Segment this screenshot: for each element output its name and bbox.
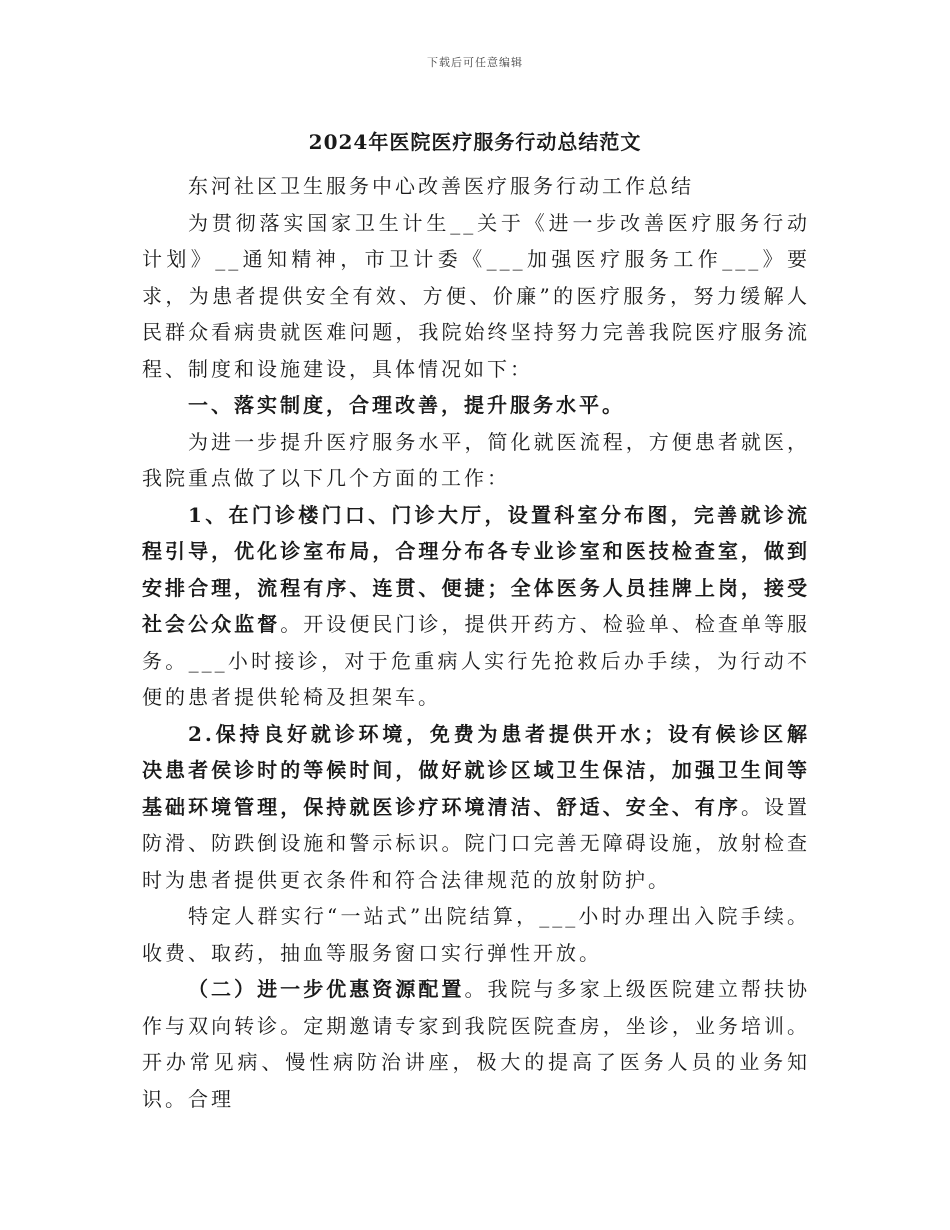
item-2-bold-text: 2.保持良好就诊环境，免费为患者提供开水；设有候诊区解决患者侯诊时的等候时间，做好就诊区域卫生保洁，加强卫生间等基础环境管理，保持就医诊疗环境清洁、舒适、安全、有序 xyxy=(142,721,810,819)
paragraph-overview: 为进一步提升医疗服务水平，简化就医流程，方便患者就医，我院重点做了以下几个方面的工作： xyxy=(142,429,810,490)
header-note: 下载后可任意编辑 xyxy=(427,56,523,69)
section-heading: 一、落实制度，合理改善，提升服务水平。 xyxy=(188,393,625,417)
item-1-bold-text: 1、在门诊楼门口、门诊大厅，设置科室分布图，完善就诊流程引导，优化诊室布局，合理分布各专业诊室和医技检查室，做到安排合理，流程有序、连贯、便捷；全体医务人员挂牌上岗，接受社会公众监督 xyxy=(142,502,810,636)
item-1-text: 。开设便民门诊，提供开药方、检验单、检查单等服务。___小时接诊，对于危重病人实行先抢救后办手续，为行动不便的患者提供轮椅及担架车。 xyxy=(142,612,811,709)
section-2-text: 。我院与多家上级医院建立帮扶协作与双向转诊。定期邀请专家到我院医院查房，坐诊，业务培训。开办常见病、慢性病防治讲座，极大的提高了医务人员的业务知识。合理 xyxy=(142,977,811,1111)
item-2-text: 。设置防滑、防跌倒设施和警示标识。院门口完善无障碍设施，放射检查时为患者提供更衣条件和符合法律规范的放射防护。 xyxy=(142,794,811,892)
paragraph-subtitle: 东河社区卫生服务中心改善医疗服务行动工作总结 xyxy=(188,174,694,198)
section-2-heading: （二）进一步优惠资源配置 xyxy=(188,977,465,1001)
paragraph-intro: 为贯彻落实国家卫生计生__关于《进一步改善医疗服务行动计划》__通知精神，市卫计委《___加强医疗服务工作___》要求，为患者提供安全有效、方便、价廉”的医疗服务，努力缓解人民群众看病贵就医难问题，我院始终坚持努力完善我院医疗服务流程、制度和设施建设，具体情况如下： xyxy=(142,210,810,381)
paragraph-item-2 xyxy=(142,716,810,899)
paragraph-section-2 xyxy=(142,971,810,1117)
document-body xyxy=(142,168,810,1117)
paragraph-item-1 xyxy=(142,497,810,716)
paragraph-settlement: 特定人群实行“一站式”出院结算，___小时办理出入院手续。收费、取药，抽血等服务窗口实行弹性开放。 xyxy=(142,904,810,965)
page-title: 2024年医院医疗服务行动总结范文 xyxy=(308,130,642,154)
